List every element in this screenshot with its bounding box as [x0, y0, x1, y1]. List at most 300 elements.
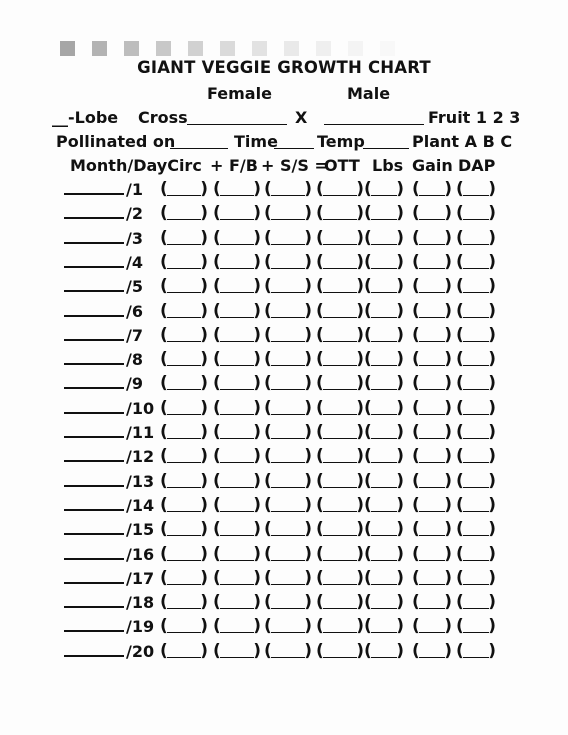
- paren-close: ): [253, 567, 261, 588]
- paren-close: ): [253, 543, 261, 564]
- color-square: [124, 41, 139, 56]
- blank-line: [419, 365, 445, 366]
- circ-field[interactable]: [160, 325, 208, 345]
- dap-field[interactable]: [456, 495, 496, 515]
- ss-field[interactable]: [264, 568, 312, 588]
- paren-close: ): [444, 519, 452, 540]
- month-blank[interactable]: [64, 266, 124, 268]
- month-blank[interactable]: [64, 460, 124, 462]
- circ-field[interactable]: [160, 228, 208, 248]
- paren-close: ): [488, 592, 496, 613]
- paren-close: ): [253, 446, 261, 467]
- fb-field[interactable]: [213, 422, 261, 442]
- lbs-field[interactable]: [364, 349, 404, 369]
- paren-open: (: [213, 349, 221, 370]
- ott-field[interactable]: [316, 252, 364, 272]
- ss-field[interactable]: [264, 325, 312, 345]
- ott-field[interactable]: [316, 325, 364, 345]
- day-label: /15: [126, 520, 155, 540]
- paren-open: (: [456, 616, 464, 637]
- circ-field[interactable]: [160, 349, 208, 369]
- gain-field[interactable]: [412, 471, 452, 491]
- paren-close: ): [396, 422, 404, 442]
- ott-field[interactable]: [316, 519, 364, 539]
- ott-field[interactable]: [316, 568, 364, 588]
- paren-close: ): [304, 567, 312, 588]
- blank-line: [271, 292, 305, 293]
- paren-close: ): [200, 349, 208, 370]
- paren-close: ): [396, 616, 404, 637]
- blank-line: [167, 560, 201, 561]
- blank-line: [419, 341, 445, 342]
- circ-field[interactable]: [160, 592, 208, 612]
- dap-field[interactable]: [456, 203, 496, 223]
- fb-field[interactable]: [213, 592, 261, 612]
- ss-field[interactable]: [264, 276, 312, 296]
- fb-field[interactable]: [213, 301, 261, 321]
- paren-open: (: [160, 567, 168, 588]
- dap-field[interactable]: [456, 544, 496, 564]
- dap-field[interactable]: [456, 568, 496, 588]
- ss-field[interactable]: [264, 373, 312, 393]
- paren-open: (: [316, 203, 324, 224]
- color-square: [92, 41, 107, 56]
- color-square: [188, 41, 203, 56]
- day-label: /10: [126, 398, 155, 418]
- fb-field[interactable]: [213, 325, 261, 345]
- month-blank[interactable]: [64, 509, 124, 511]
- paren-open: (: [264, 179, 272, 199]
- month-blank[interactable]: [64, 339, 124, 341]
- paren-open: (: [412, 276, 420, 297]
- blank-line: [220, 487, 254, 488]
- ott-field[interactable]: [316, 446, 364, 466]
- month-blank[interactable]: [64, 363, 124, 365]
- paren-open: (: [456, 179, 464, 199]
- ss-field[interactable]: [264, 446, 312, 466]
- blank-line: [371, 511, 397, 512]
- blank-line: [271, 365, 305, 366]
- gain-field[interactable]: [412, 641, 452, 661]
- ott-field[interactable]: [316, 544, 364, 564]
- lbs-field[interactable]: [364, 203, 404, 223]
- lbs-field[interactable]: [364, 301, 404, 321]
- blank-line: [271, 268, 305, 269]
- blank-line: [323, 244, 357, 245]
- paren-open: (: [412, 446, 420, 467]
- blank-line: [220, 608, 254, 609]
- paren-close: ): [200, 179, 208, 199]
- gain-field[interactable]: [412, 592, 452, 612]
- paren-open: (: [456, 422, 464, 442]
- month-blank[interactable]: [64, 387, 124, 389]
- paren-open: (: [316, 519, 324, 540]
- circ-field[interactable]: [160, 179, 208, 199]
- paren-open: (: [364, 179, 372, 199]
- paren-open: (: [213, 373, 221, 394]
- blank-line: [271, 414, 305, 415]
- ss-field[interactable]: [264, 616, 312, 636]
- fb-field[interactable]: [213, 495, 261, 515]
- time-blank[interactable]: [274, 134, 314, 149]
- blank-line: [167, 438, 201, 439]
- paren-open: (: [160, 543, 168, 564]
- blank-line: [419, 292, 445, 293]
- blank-line: [220, 389, 254, 390]
- lbs-field[interactable]: [364, 544, 404, 564]
- paren-open: (: [456, 494, 464, 515]
- fb-field[interactable]: [213, 228, 261, 248]
- paren-close: ): [488, 251, 496, 272]
- ss-field[interactable]: [264, 252, 312, 272]
- circ-field[interactable]: [160, 519, 208, 539]
- fb-field[interactable]: [213, 641, 261, 661]
- dap-field[interactable]: [456, 179, 496, 199]
- blank-line: [220, 657, 254, 658]
- paren-close: ): [253, 324, 261, 345]
- blank-line: [167, 365, 201, 366]
- gain-field[interactable]: [412, 325, 452, 345]
- paren-close: ): [396, 543, 404, 564]
- blank-line: [271, 584, 305, 585]
- paren-open: (: [160, 592, 168, 613]
- month-blank[interactable]: [64, 606, 124, 608]
- dap-field[interactable]: [456, 276, 496, 296]
- table-row: [0, 397, 568, 421]
- paren-close: ): [396, 227, 404, 248]
- paren-close: ): [488, 519, 496, 540]
- ss-field[interactable]: [264, 228, 312, 248]
- circ-field[interactable]: [160, 495, 208, 515]
- fb-field[interactable]: [213, 276, 261, 296]
- month-blank[interactable]: [64, 533, 124, 535]
- paren-close: ): [444, 640, 452, 661]
- lbs-field[interactable]: [364, 446, 404, 466]
- lbs-field[interactable]: [364, 373, 404, 393]
- blank-line: [371, 632, 397, 633]
- paren-close: ): [356, 227, 364, 248]
- lbs-field[interactable]: [364, 519, 404, 539]
- day-label: /13: [126, 471, 155, 491]
- fb-field[interactable]: [213, 471, 261, 491]
- dap-field[interactable]: [456, 616, 496, 636]
- ott-field[interactable]: [316, 422, 364, 442]
- paren-close: ): [200, 519, 208, 540]
- month-blank[interactable]: [64, 217, 124, 219]
- paren-close: ): [444, 203, 452, 224]
- ott-field[interactable]: [316, 398, 364, 418]
- fb-field[interactable]: [213, 349, 261, 369]
- paren-open: (: [412, 373, 420, 394]
- month-blank[interactable]: [64, 436, 124, 438]
- paren-close: ): [304, 543, 312, 564]
- paren-open: (: [316, 422, 324, 442]
- dap-field[interactable]: [456, 398, 496, 418]
- paren-open: (: [160, 349, 168, 370]
- paren-close: ): [356, 349, 364, 370]
- paren-open: (: [316, 227, 324, 248]
- month-blank[interactable]: [64, 582, 124, 584]
- paren-open: (: [160, 251, 168, 272]
- blank-line: [371, 317, 397, 318]
- cross-blank[interactable]: [187, 110, 287, 125]
- blank-line: [323, 462, 357, 463]
- dap-field[interactable]: [456, 325, 496, 345]
- blank-line: [167, 657, 201, 658]
- ss-field[interactable]: [264, 422, 312, 442]
- circ-field[interactable]: [160, 568, 208, 588]
- gain-field[interactable]: [412, 446, 452, 466]
- dap-field[interactable]: [456, 592, 496, 612]
- paren-open: (: [364, 616, 372, 637]
- paren-close: ): [253, 251, 261, 272]
- lbs-field[interactable]: [364, 398, 404, 418]
- blank-line: [167, 219, 201, 220]
- ss-field[interactable]: [264, 179, 312, 199]
- paren-open: (: [213, 251, 221, 272]
- paren-close: ): [356, 616, 364, 637]
- dap-field[interactable]: [456, 422, 496, 442]
- month-blank[interactable]: [64, 558, 124, 560]
- gain-field[interactable]: [412, 422, 452, 442]
- ss-field[interactable]: [264, 641, 312, 661]
- circ-field[interactable]: [160, 471, 208, 491]
- gain-field[interactable]: [412, 568, 452, 588]
- lbs-field[interactable]: [364, 616, 404, 636]
- dap-field[interactable]: [456, 349, 496, 369]
- blank-line: [323, 219, 357, 220]
- paren-close: ): [444, 446, 452, 467]
- paren-close: ): [488, 616, 496, 637]
- fb-field[interactable]: [213, 568, 261, 588]
- blank-line: [323, 487, 357, 488]
- lbs-field[interactable]: [364, 179, 404, 199]
- paren-open: (: [213, 300, 221, 321]
- paren-open: (: [264, 373, 272, 394]
- dap-field[interactable]: [456, 301, 496, 321]
- paren-open: (: [456, 349, 464, 370]
- month-blank[interactable]: [64, 630, 124, 632]
- ss-field[interactable]: [264, 398, 312, 418]
- circ-field[interactable]: [160, 252, 208, 272]
- gain-field[interactable]: [412, 228, 452, 248]
- paren-close: ): [200, 397, 208, 418]
- circ-field[interactable]: [160, 301, 208, 321]
- blank-line: [323, 535, 357, 536]
- ott-field[interactable]: [316, 592, 364, 612]
- paren-close: ): [356, 179, 364, 199]
- ss-field[interactable]: [264, 495, 312, 515]
- paren-open: (: [213, 397, 221, 418]
- blank-line: [167, 341, 201, 342]
- gain-field[interactable]: [412, 203, 452, 223]
- lbs-field[interactable]: [364, 325, 404, 345]
- dap-field[interactable]: [456, 373, 496, 393]
- pollinated-blank[interactable]: [170, 134, 228, 149]
- dap-field[interactable]: [456, 641, 496, 661]
- ott-field[interactable]: [316, 349, 364, 369]
- lbs-field[interactable]: [364, 252, 404, 272]
- ss-field[interactable]: [264, 301, 312, 321]
- blank-line: [220, 317, 254, 318]
- paren-open: (: [316, 494, 324, 515]
- paren-open: (: [316, 592, 324, 613]
- lbs-field[interactable]: [364, 495, 404, 515]
- header-lbs: Lbs: [372, 156, 404, 175]
- ott-field[interactable]: [316, 301, 364, 321]
- blank-line: [323, 389, 357, 390]
- gain-field[interactable]: [412, 252, 452, 272]
- gain-field[interactable]: [412, 398, 452, 418]
- paren-close: ): [488, 470, 496, 491]
- paren-open: (: [456, 592, 464, 613]
- paren-open: (: [364, 324, 372, 345]
- lbs-field[interactable]: [364, 641, 404, 661]
- ss-field[interactable]: [264, 544, 312, 564]
- paren-close: ): [253, 276, 261, 297]
- blank-line: [220, 535, 254, 536]
- ss-field[interactable]: [264, 349, 312, 369]
- circ-field[interactable]: [160, 276, 208, 296]
- gain-field[interactable]: [412, 544, 452, 564]
- paren-close: ): [356, 567, 364, 588]
- paren-open: (: [213, 179, 221, 199]
- dap-field[interactable]: [456, 252, 496, 272]
- fb-field[interactable]: [213, 398, 261, 418]
- fb-field[interactable]: [213, 203, 261, 223]
- paren-open: (: [456, 276, 464, 297]
- paren-open: (: [316, 373, 324, 394]
- dap-field[interactable]: [456, 446, 496, 466]
- paren-close: ): [304, 616, 312, 637]
- circ-field[interactable]: [160, 616, 208, 636]
- blank-line: [271, 462, 305, 463]
- gain-field[interactable]: [412, 276, 452, 296]
- ott-field[interactable]: [316, 616, 364, 636]
- fb-field[interactable]: [213, 446, 261, 466]
- ss-field[interactable]: [264, 519, 312, 539]
- ss-field[interactable]: [264, 471, 312, 491]
- temp-label: Temp: [317, 132, 365, 151]
- fb-field[interactable]: [213, 373, 261, 393]
- paren-close: ): [200, 373, 208, 394]
- lbs-field[interactable]: [364, 422, 404, 442]
- gain-field[interactable]: [412, 616, 452, 636]
- ott-field[interactable]: [316, 203, 364, 223]
- gain-field[interactable]: [412, 519, 452, 539]
- blank-line: [371, 535, 397, 536]
- paren-close: ): [200, 300, 208, 321]
- paren-close: ): [396, 567, 404, 588]
- lbs-field[interactable]: [364, 276, 404, 296]
- blank-line: [419, 487, 445, 488]
- blank-line: [167, 195, 201, 196]
- month-blank[interactable]: [64, 485, 124, 487]
- paren-open: (: [213, 470, 221, 491]
- paren-open: (: [264, 616, 272, 637]
- gain-field[interactable]: [412, 179, 452, 199]
- circ-field[interactable]: [160, 544, 208, 564]
- fb-field[interactable]: [213, 544, 261, 564]
- ss-field[interactable]: [264, 203, 312, 223]
- paren-close: ): [200, 227, 208, 248]
- month-blank[interactable]: [64, 412, 124, 414]
- ott-field[interactable]: [316, 276, 364, 296]
- paren-open: (: [364, 349, 372, 370]
- paren-close: ): [396, 349, 404, 370]
- fb-field[interactable]: [213, 252, 261, 272]
- lbs-field[interactable]: [364, 471, 404, 491]
- day-label: /17: [126, 568, 155, 588]
- blank-line: [463, 244, 489, 245]
- month-blank[interactable]: [64, 290, 124, 292]
- fb-field[interactable]: [213, 519, 261, 539]
- paren-close: ): [356, 494, 364, 515]
- lbs-field[interactable]: [364, 592, 404, 612]
- ott-field[interactable]: [316, 641, 364, 661]
- gain-field[interactable]: [412, 373, 452, 393]
- table-row: [0, 543, 568, 567]
- ss-field[interactable]: [264, 592, 312, 612]
- paren-open: (: [160, 422, 168, 442]
- paren-open: (: [316, 251, 324, 272]
- lbs-field[interactable]: [364, 228, 404, 248]
- ott-field[interactable]: [316, 471, 364, 491]
- day-label: /5: [126, 277, 143, 297]
- male-blank[interactable]: [324, 110, 424, 125]
- month-blank[interactable]: [64, 655, 124, 657]
- gain-field[interactable]: [412, 495, 452, 515]
- month-blank[interactable]: [64, 315, 124, 317]
- temp-blank[interactable]: [363, 134, 409, 149]
- circ-field[interactable]: [160, 641, 208, 661]
- gain-field[interactable]: [412, 349, 452, 369]
- header-dap: DAP: [458, 156, 496, 175]
- circ-field[interactable]: [160, 422, 208, 442]
- ott-field[interactable]: [316, 179, 364, 199]
- paren-open: (: [456, 324, 464, 345]
- paren-open: (: [264, 251, 272, 272]
- month-blank[interactable]: [64, 193, 124, 195]
- circ-field[interactable]: [160, 203, 208, 223]
- paren-close: ): [304, 446, 312, 467]
- fb-field[interactable]: [213, 179, 261, 199]
- ott-field[interactable]: [316, 495, 364, 515]
- table-row: [0, 567, 568, 591]
- paren-close: ): [396, 276, 404, 297]
- blank-line: [323, 560, 357, 561]
- blank-line: [371, 292, 397, 293]
- gain-field[interactable]: [412, 301, 452, 321]
- circ-field[interactable]: [160, 398, 208, 418]
- blank-line: [323, 657, 357, 658]
- paren-close: ): [200, 251, 208, 272]
- circ-field[interactable]: [160, 373, 208, 393]
- fb-field[interactable]: [213, 616, 261, 636]
- paren-close: ): [396, 640, 404, 661]
- paren-open: (: [456, 567, 464, 588]
- dap-field[interactable]: [456, 228, 496, 248]
- ott-field[interactable]: [316, 373, 364, 393]
- month-blank[interactable]: [64, 242, 124, 244]
- circ-field[interactable]: [160, 446, 208, 466]
- dap-field[interactable]: [456, 519, 496, 539]
- ott-field[interactable]: [316, 228, 364, 248]
- paren-close: ): [200, 616, 208, 637]
- paren-open: (: [456, 203, 464, 224]
- dap-field[interactable]: [456, 471, 496, 491]
- lbs-field[interactable]: [364, 568, 404, 588]
